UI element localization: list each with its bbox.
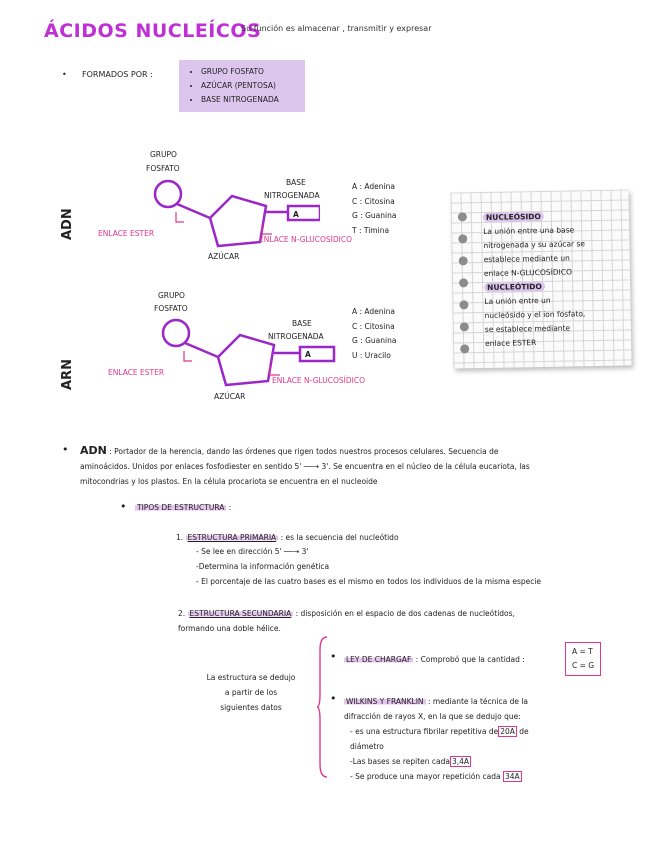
adn-side-label: ADN	[60, 208, 75, 240]
component-item: • GRUPO FOSFATO	[201, 65, 305, 79]
phosphate-circle	[163, 320, 189, 346]
secundaria-num: 2.	[178, 609, 186, 618]
base-item: G : Guanina	[352, 211, 397, 220]
nucleotido-heading: NUCLEÓTIDO	[484, 282, 545, 292]
secundaria-term: ESTRUCTURA SECUNDARIA	[189, 609, 292, 618]
base-item: U : Uracilo	[352, 350, 391, 360]
bullet-dot: •	[120, 500, 127, 513]
bullet-dot: •	[330, 692, 337, 705]
wilkins-line: diámetro	[350, 742, 384, 751]
tipos-heading	[135, 500, 231, 515]
base-item: C : Citosina	[352, 321, 395, 331]
fosfato-label: FOSFATO	[154, 304, 188, 313]
tipos-colon: :	[228, 503, 232, 512]
side-line: La estructura se dedujo	[206, 673, 296, 682]
adn-line: : Portador de la herencia, dando las órdenes que rigen todos nuestros procesos celulares. Secuencia de	[109, 447, 499, 456]
binder-ring-icon	[459, 300, 468, 309]
nucleosido-heading: NUCLEÓSIDO	[483, 212, 544, 222]
chargaf-term: LEY DE CHARGAF	[346, 655, 412, 664]
adn-term: ADN	[80, 444, 107, 457]
bullet-dot: •	[62, 70, 67, 79]
enlace-ester-label: ENLACE ESTER	[98, 229, 155, 238]
secundaria-heading	[178, 606, 515, 636]
azucar-label: AZÚCAR	[214, 392, 246, 401]
binder-ring-icon	[458, 234, 467, 243]
bullet-dot: •	[62, 443, 69, 456]
base-label: BASE	[292, 319, 312, 328]
chargaf-rule: C = G	[572, 661, 595, 670]
curly-brace-icon	[317, 636, 327, 778]
wilkins-desc: : mediante la técnica de la	[427, 697, 529, 706]
adn-paragraph	[80, 443, 640, 489]
note-line: se establece mediante	[484, 323, 571, 334]
binder-ring-icon	[460, 344, 469, 353]
base-item: G : Guanina	[352, 336, 397, 345]
primaria-list	[196, 544, 541, 589]
wilkins-line: - es una estructura fibrilar repetitiva de	[350, 727, 499, 736]
wilkins-term: WILKINS Y FRANKLIN	[346, 697, 424, 706]
fosfato-label: FOSFATO	[146, 164, 180, 173]
nitrogenada-label: NITROGENADA	[268, 332, 324, 341]
side-line: a partir de los	[224, 688, 278, 697]
nitrogenada-label: NITROGENADA	[264, 191, 320, 200]
arn-side-label: ARN	[60, 359, 75, 390]
sugar-pentagon	[210, 196, 266, 246]
diameter-value: 20A	[500, 727, 515, 736]
binder-ring-icon	[459, 278, 468, 287]
note-line: nucleósido y el ion fosfato,	[484, 309, 586, 320]
binder-ring-icon	[458, 212, 467, 221]
secundaria-desc2: formando una doble hélice.	[178, 624, 281, 633]
primaria-term: ESTRUCTURA PRIMARIA	[187, 533, 277, 542]
sugar-pentagon	[218, 335, 274, 385]
chargaf-rule: A = T	[572, 647, 593, 656]
note-line: enlace N-GLUCOSÍDICO	[483, 267, 573, 278]
adn-bases-list	[352, 180, 396, 238]
components-box	[179, 60, 305, 112]
primaria-num: 1.	[176, 533, 184, 542]
enlace-n-glucosidico-label: ENLACE N-GLUCOSÍDICO	[272, 376, 365, 385]
wilkins-line: difracción de rayos X, en la que se dedujo que:	[344, 712, 521, 721]
base-repeat-value: 3,4A	[452, 757, 470, 766]
arn-bases-list	[352, 305, 396, 363]
chargaf-line	[344, 652, 525, 667]
tipos-label: TIPOS DE ESTRUCTURA	[137, 503, 225, 512]
wilkins-line: de	[519, 727, 529, 736]
note-line: La unión entre una base	[483, 225, 575, 237]
grupo-label: GRUPO	[150, 150, 177, 159]
base-label: BASE	[286, 178, 306, 187]
note-line: enlace ESTER	[485, 338, 537, 348]
base-item: T : Timina	[352, 225, 390, 235]
page-title: ÁCIDOS NUCLEÍCOS	[44, 20, 262, 42]
grupo-label: GRUPO	[158, 291, 185, 300]
deduccion-side-text	[192, 670, 310, 715]
chargaf-desc: : Comprobó que la cantidad :	[415, 655, 525, 664]
side-line: siguientes datos	[220, 703, 282, 712]
chargaf-box	[565, 642, 601, 676]
secundaria-desc: : disposición en el espacio de dos cadenas de nucleótidos,	[295, 609, 515, 618]
enlace-ester-label: ENLACE ESTER	[108, 368, 165, 377]
enlace-n-glucosidico-label: ENLACE N-GLUCOSÍDICO	[259, 235, 352, 244]
wilkins-line: -Las bases se repiten cada	[350, 757, 450, 766]
major-repeat-value: 34A	[504, 772, 520, 781]
primaria-item: -Determina la información genética	[196, 562, 330, 571]
wilkins-block	[344, 694, 634, 784]
phosphate-circle	[155, 181, 181, 207]
note-line: establece mediante un	[483, 253, 570, 264]
note-card	[450, 189, 631, 368]
base-item: A : Adenina	[352, 182, 395, 191]
primaria-item: - Se lee en dirección 5' ──→ 3'	[196, 547, 309, 556]
binder-ring-icon	[459, 256, 468, 265]
base-tag: A	[305, 350, 311, 359]
bullet-dot: •	[330, 650, 337, 663]
base-item: C : Citosina	[352, 196, 395, 206]
primaria-item: - El porcentaje de las cuatro bases es el mismo en todos los individuos de la misma especie	[196, 577, 542, 586]
component-item: • BASE NITROGENADA	[201, 93, 305, 107]
adn-line: aminoácidos. Unidos por enlaces fosfodiester en sentido 5' ──→ 3'. Se encuentra en el núcleo de la célula eucariota, las	[80, 462, 530, 471]
adn-line: mitocondrias y los plastos. En la célula procariota se encuentra en el nucleoide	[80, 477, 378, 486]
azucar-label: AZÚCAR	[208, 252, 240, 261]
formados-label: FORMADOS POR :	[82, 70, 153, 79]
primaria-desc: : es la secuencia del nucleótido	[280, 533, 399, 542]
note-line: nitrogenada y su azúcar se	[483, 239, 586, 250]
component-item: • AZÚCAR (PENTOSA)	[201, 79, 305, 93]
primaria-heading	[176, 530, 399, 545]
wilkins-line: - Se produce una mayor repetición cada	[350, 772, 501, 781]
base-item: A : Adenina	[352, 307, 395, 316]
note-line: La unión entre un	[484, 295, 551, 306]
base-tag: A	[293, 210, 299, 219]
binder-ring-icon	[460, 322, 469, 331]
page-subtitle: Su función es almacenar , transmitir y expresar	[241, 24, 432, 33]
